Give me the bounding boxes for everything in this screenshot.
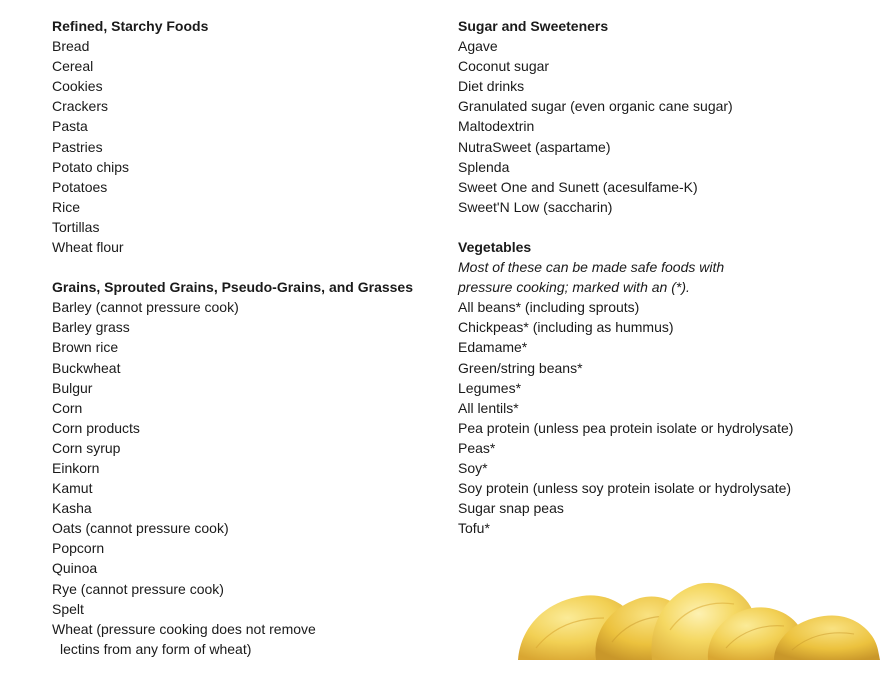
list-item: Peas*	[458, 439, 496, 456]
list-item: Corn products	[52, 419, 140, 436]
list-item: Legumes*	[458, 379, 522, 396]
list-item: Potato chips	[52, 158, 130, 175]
list-item: Pastries	[52, 138, 103, 155]
food-list	[458, 297, 858, 538]
list-item: NutraSweet (aspartame)	[458, 138, 611, 155]
list-item: Brown rice	[52, 339, 119, 356]
section-heading: Sugar and Sweeteners	[458, 18, 609, 34]
list-item: Sweet One and Sunett (acesulfame-K)	[458, 178, 698, 195]
list-item: Kasha	[52, 500, 92, 517]
list-item: Cereal	[52, 58, 94, 75]
list-item: Bulgur	[52, 379, 93, 396]
food-list	[458, 36, 858, 217]
list-item: Sweet'N Low (saccharin)	[458, 198, 613, 215]
list-item: Oats (cannot pressure cook)	[52, 520, 229, 537]
food-list	[52, 36, 432, 257]
list-item: Soy*	[458, 459, 488, 476]
list-item: Tortillas	[52, 218, 100, 235]
section-heading: Refined, Starchy Foods	[52, 18, 209, 34]
list-item: Popcorn	[52, 540, 105, 557]
list-item: All beans* (including sprouts)	[458, 299, 640, 316]
list-item: Chickpeas* (including as hummus)	[458, 319, 674, 336]
list-item: Maltodextrin	[458, 118, 535, 135]
list-item: Spelt	[52, 600, 84, 617]
section-vegetables	[458, 237, 858, 538]
list-item: Granulated sugar (even organic cane sugar)	[458, 98, 733, 115]
list-item: Corn syrup	[52, 439, 121, 456]
potato-chips-image	[512, 578, 880, 660]
potato-chips-icon	[512, 578, 880, 660]
list-item: Agave	[458, 38, 498, 55]
list-item: Coconut sugar	[458, 58, 550, 75]
left-column	[52, 16, 432, 679]
list-item: Soy protein (unless soy protein isolate or hydrolysate)	[458, 480, 792, 497]
section-sugar-and-sweeteners	[458, 16, 858, 217]
section-note: pressure cooking; marked with an (*).	[458, 279, 690, 296]
list-item: Barley grass	[52, 319, 130, 336]
right-column	[458, 16, 858, 558]
section-heading: Grains, Sprouted Grains, Pseudo-Grains, and Grasses	[52, 279, 413, 296]
list-item: Sugar snap peas	[458, 500, 564, 517]
food-list	[52, 297, 432, 659]
list-item: All lentils*	[458, 399, 519, 416]
list-item: Tofu*	[458, 520, 490, 537]
list-item: Buckwheat	[52, 359, 121, 376]
section-refined-starchy-foods	[52, 16, 432, 257]
list-item: Kamut	[52, 480, 93, 497]
list-item: Corn	[52, 399, 83, 416]
list-item: Crackers	[52, 98, 109, 115]
list-item: Green/string beans*	[458, 359, 583, 376]
list-item: Einkorn	[52, 459, 100, 476]
section-heading: Vegetables	[458, 238, 532, 255]
list-item: Rice	[52, 198, 81, 215]
section-note: Most of these can be made safe foods with	[458, 259, 725, 276]
list-item: Potatoes	[52, 178, 108, 195]
section-grains	[52, 277, 432, 659]
list-item: Rye (cannot pressure cook)	[52, 580, 224, 597]
list-item: Cookies	[52, 78, 103, 95]
list-item: Wheat (pressure cooking does not remove lectins from any form of wheat)	[52, 620, 316, 657]
list-item: Pea protein (unless pea protein isolate or hydrolysate)	[458, 419, 794, 436]
list-item: Quinoa	[52, 560, 98, 577]
list-item: Edamame*	[458, 339, 528, 356]
list-item: Wheat flour	[52, 239, 124, 256]
list-item: Splenda	[458, 158, 510, 175]
list-item: Barley (cannot pressure cook)	[52, 299, 239, 316]
list-item: Diet drinks	[458, 78, 525, 95]
list-item: Bread	[52, 38, 90, 55]
list-item: Pasta	[52, 118, 88, 135]
